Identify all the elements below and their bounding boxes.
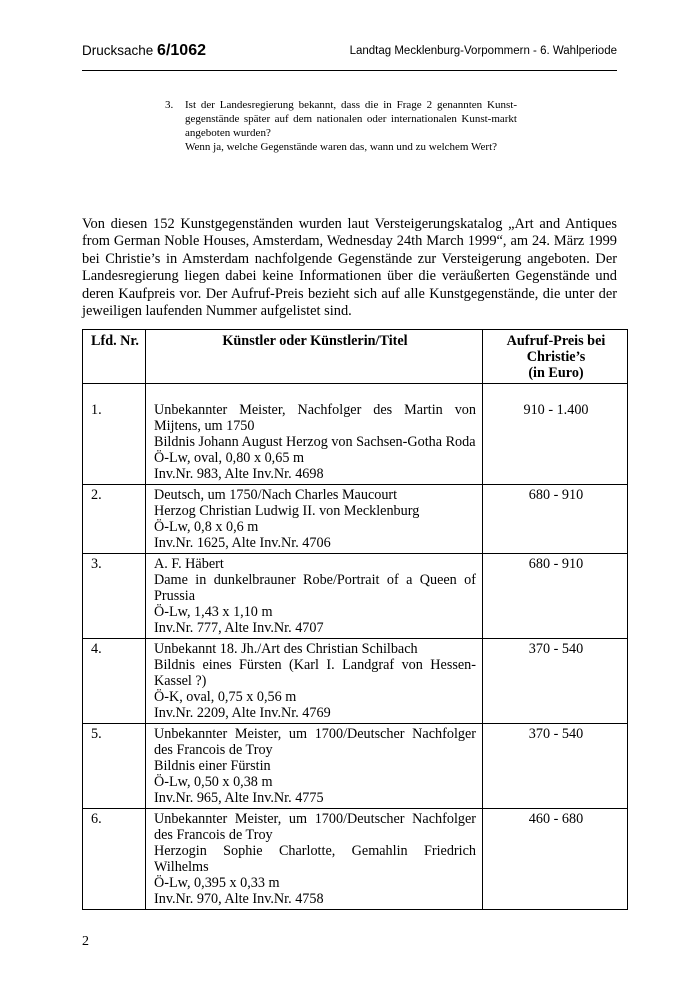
- row-artwork-description: [146, 485, 483, 554]
- table-row: [83, 724, 628, 809]
- table-row: [83, 554, 628, 639]
- row-price: 370 - 540: [483, 724, 628, 809]
- description-line: Kassel ?): [154, 673, 207, 689]
- table-row: [83, 809, 628, 910]
- row-artwork-description: [146, 384, 483, 485]
- table-body: [83, 384, 628, 910]
- header-lfd-nr: Lfd. Nr.: [83, 330, 146, 384]
- description-line: des Francois de Troy: [154, 742, 273, 758]
- header-price-line: (in Euro): [528, 365, 584, 381]
- row-number: 1.: [83, 384, 146, 485]
- description-line: Bildnis Johann August Herzog von Sachsen-Gotha Roda: [154, 434, 476, 450]
- row-number: 3.: [83, 554, 146, 639]
- description-line: Inv.Nr. 983, Alte Inv.Nr. 4698: [154, 466, 324, 482]
- description-line: Ö-K, oval, 0,75 x 0,56 m: [154, 689, 297, 705]
- description-line: Wilhelms: [154, 859, 209, 875]
- description-line: Herzog Christian Ludwig II. von Mecklenburg: [154, 503, 420, 519]
- artwork-table: [82, 329, 628, 910]
- drucksache-label: [82, 42, 206, 60]
- header-title: Künstler oder Künstlerin/Titel: [146, 330, 483, 384]
- row-number: 5.: [83, 724, 146, 809]
- row-artwork-description: [146, 639, 483, 724]
- intro-paragraph: Von diesen 152 Kunstgegenständen wurden laut Versteigerungskatalog „Art and Antiques from German Noble Houses, Amsterdam, Wednesday 24th March 1999“, am 24. März 1999 bei Christie’s in Amsterdam nachfolgende Gegenstände zur Versteigerung angeboten. Der Landesregierung liegen dabei keine Informationen über die veräußerten Gegenstände und deren Kaufpreis vor. Der Aufruf-Preis bezieht sich auf alle Kunstgegenstände, die unter der jeweiligen laufenden Nummer aufgelistet sind.: [82, 216, 617, 320]
- parliament-label: Landtag Mecklenburg-Vorpommern - 6. Wahlperiode: [349, 45, 617, 57]
- row-artwork-description: [146, 724, 483, 809]
- description-line: Ö-Lw, 0,395 x 0,33 m: [154, 875, 280, 891]
- row-price: 460 - 680: [483, 809, 628, 910]
- page-number: 2: [82, 934, 89, 949]
- row-price: 680 - 910: [483, 485, 628, 554]
- description-line: Unbekannter Meister, Nachfolger des Martin von: [154, 402, 476, 418]
- row-price: 910 - 1.400: [483, 384, 628, 485]
- description-line: Prussia: [154, 588, 195, 604]
- description-line: Bildnis eines Fürsten (Karl I. Landgraf von Hessen-: [154, 657, 476, 673]
- table-row: [83, 639, 628, 724]
- description-line: Ö-Lw, 1,43 x 1,10 m: [154, 604, 273, 620]
- row-artwork-description: [146, 809, 483, 910]
- description-line: Mijtens, um 1750: [154, 418, 255, 434]
- description-line: Herzogin Sophie Charlotte, Gemahlin Friedrich: [154, 843, 476, 859]
- description-line: Inv.Nr. 777, Alte Inv.Nr. 4707: [154, 620, 324, 636]
- table-row: [83, 485, 628, 554]
- header-divider: [82, 70, 617, 71]
- question-line: Ist der Landesregierung bekannt, dass die in Frage 2 genannten Kunst-gegenstände später auf dem nationalen oder internationalen Kunst-markt angeboten wurden?: [185, 99, 517, 139]
- header-price-line: Christie’s: [526, 349, 586, 365]
- question-line: Wenn ja, welche Gegenstände waren das, wann und zu welchem Wert?: [185, 141, 498, 153]
- row-number: 2.: [83, 485, 146, 554]
- drucksache-number: 6/1062: [157, 42, 206, 59]
- page-header: [82, 40, 617, 64]
- row-number: 6.: [83, 809, 146, 910]
- description-line: des Francois de Troy: [154, 827, 273, 843]
- header-price: [483, 330, 628, 384]
- description-line: Ö-Lw, 0,8 x 0,6 m: [154, 519, 259, 535]
- description-line: Unbekannter Meister, um 1700/Deutscher Nachfolger: [154, 811, 476, 827]
- description-line: Inv.Nr. 1625, Alte Inv.Nr. 4706: [154, 535, 331, 551]
- description-line: Ö-Lw, oval, 0,80 x 0,65 m: [154, 450, 305, 466]
- description-line: Dame in dunkelbrauner Robe/Portrait of a Queen of: [154, 572, 476, 588]
- row-price: 370 - 540: [483, 639, 628, 724]
- description-line: Inv.Nr. 970, Alte Inv.Nr. 4758: [154, 891, 324, 907]
- row-number: 4.: [83, 639, 146, 724]
- header-price-line: Aufruf-Preis bei: [506, 333, 606, 349]
- row-price: 680 - 910: [483, 554, 628, 639]
- question-number: 3.: [165, 99, 174, 111]
- description-line: Deutsch, um 1750/Nach Charles Maucourt: [154, 487, 398, 503]
- drucksache-text: Drucksache: [82, 43, 154, 58]
- description-line: Bildnis einer Fürstin: [154, 758, 271, 774]
- description-line: Inv.Nr. 965, Alte Inv.Nr. 4775: [154, 790, 324, 806]
- description-line: Ö-Lw, 0,50 x 0,38 m: [154, 774, 273, 790]
- row-artwork-description: [146, 554, 483, 639]
- description-line: A. F. Häbert: [154, 556, 224, 572]
- description-line: Unbekannter Meister, um 1700/Deutscher Nachfolger: [154, 726, 476, 742]
- description-line: Inv.Nr. 2209, Alte Inv.Nr. 4769: [154, 705, 331, 721]
- question-text: [185, 98, 517, 154]
- table-row: [83, 384, 628, 485]
- description-line: Unbekannt 18. Jh./Art des Christian Schilbach: [154, 641, 418, 657]
- table-header-row: [83, 330, 628, 384]
